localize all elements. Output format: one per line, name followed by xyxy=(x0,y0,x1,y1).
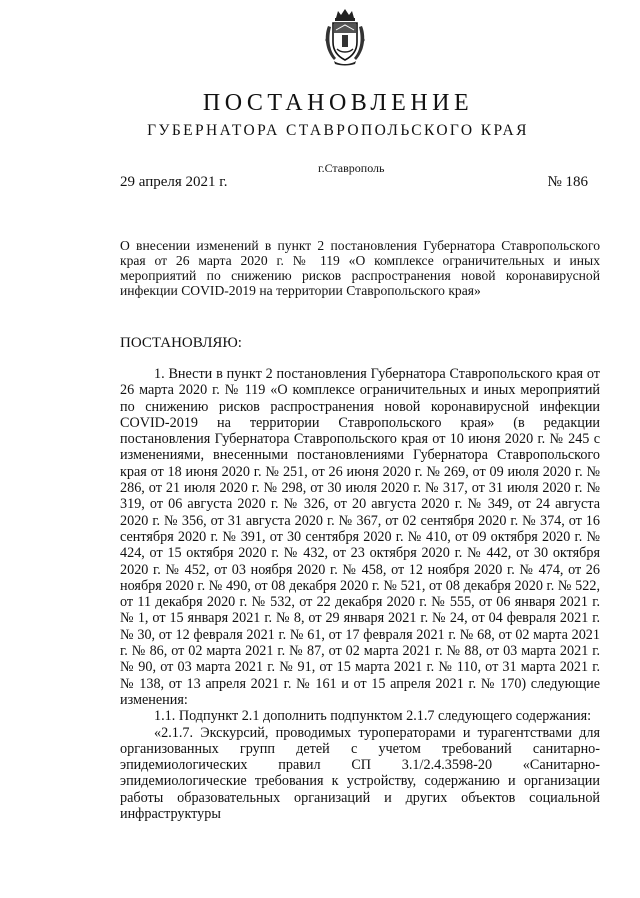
body-paragraph-3: «2.1.7. Экскурсий, проводимых туроператорами и турагентствами для организованных групп детей с учетом требований санитарно-эпидемиологических правил СП 3.1/2.4.3598-20 «Санитарно-эпидемиологические требования к устройству, содержанию и организации работы образовательных организаций и других объектов социальной инфраструктуры xyxy=(120,724,600,823)
body-paragraph-1: 1. Внести в пункт 2 постановления Губернатора Ставропольского края от 26 марта 2020 г. № 119 «О комплексе ограничительных и иных мероприятий по снижению рисков распространения новой коронавирусной инфекции COVID-2019 на территории Ставропольского края» (в редакции постановления Губернатора Ставропольского края от 10 июня 2020 г. № 245 с изменениями, внесенными постановлениями Губернатора Ставропольского края от 18 июня 2020 г. № 251, от 26 июня 2020 г. № 269, от 09 июля 2020 г. № 286, от 21 июля 2020 г. № 298, от 30 июля 2020 г. № 317, от 31 июля 2020 г. № 319, от 06 августа 2020 г. № 326, от 20 августа 2020 г. № 349, от 24 августа 2020 г. № 356, от 31 августа 2020 г. № 367, от 02 сентября 2020 г. № 374, от 16 сентября 2020 г. № 391, от 30 сентября 2020 г. № 410, от 09 октября 2020 г. № 424, от 15 октября 2020 г. № 432, от 23 октября 2020 г. № 442, от 30 октября 2020 г. № 452, от 03 ноября 2020 г. № 458, от 12 ноября 2020 г. № 474, от 26 ноября 2020 г. № 490, от 08 декабря 2020 г. № 521, от 08 декабря 2020 г. № 522, от 11 декабря 2020 г. № 532, от 22 декабря 2020 г. № 555, от 06 января 2021 г. № 1, от 15 января 2021 г. № 8, от 29 января 2021 г. № 24, от 04 февраля 2021 г. № 30, от 12 февраля 2021 г. № 61, от 17 февраля 2021 г. № 68, от 02 марта 2021 г. № 86, от 02 марта 2021 г. № 87, от 02 марта 2021 г. № 88, от 03 марта 2021 г. № 90, от 03 марта 2021 г. № 91, от 15 марта 2021 г. № 110, от 31 марта 2021 г. № 138, от 13 апреля 2021 г. № 161 и от 15 апреля 2021 г. № 170) следующие изменения: xyxy=(120,366,600,708)
document-issuer-heading: ГУБЕРНАТОРА СТАВРОПОЛЬСКОГО КРАЯ xyxy=(147,122,529,139)
document-type-heading: ПОСТАНОВЛЕНИЕ xyxy=(202,90,474,116)
document-number: № 186 xyxy=(547,174,588,190)
city-label: г.Ставрополь xyxy=(318,161,385,175)
document-date: 29 апреля 2021 г. xyxy=(120,174,228,190)
document-subject: О внесении изменений в пункт 2 постановления Губернатора Ставропольского края от 26 марта 2020 г. № 119 «О комплексе ограничительных и иных мероприятий по снижению рисков распространения новой коронавирусной инфекции COVID-2019 на территории Ставропольского края» xyxy=(120,238,600,298)
document-body xyxy=(120,366,600,822)
decree-word: ПОСТАНОВЛЯЮ: xyxy=(120,335,242,351)
coat-of-arms-icon xyxy=(322,8,368,66)
body-paragraph-2: 1.1. Подпункт 2.1 дополнить подпунктом 2.1.7 следующего содержания: xyxy=(154,708,592,725)
